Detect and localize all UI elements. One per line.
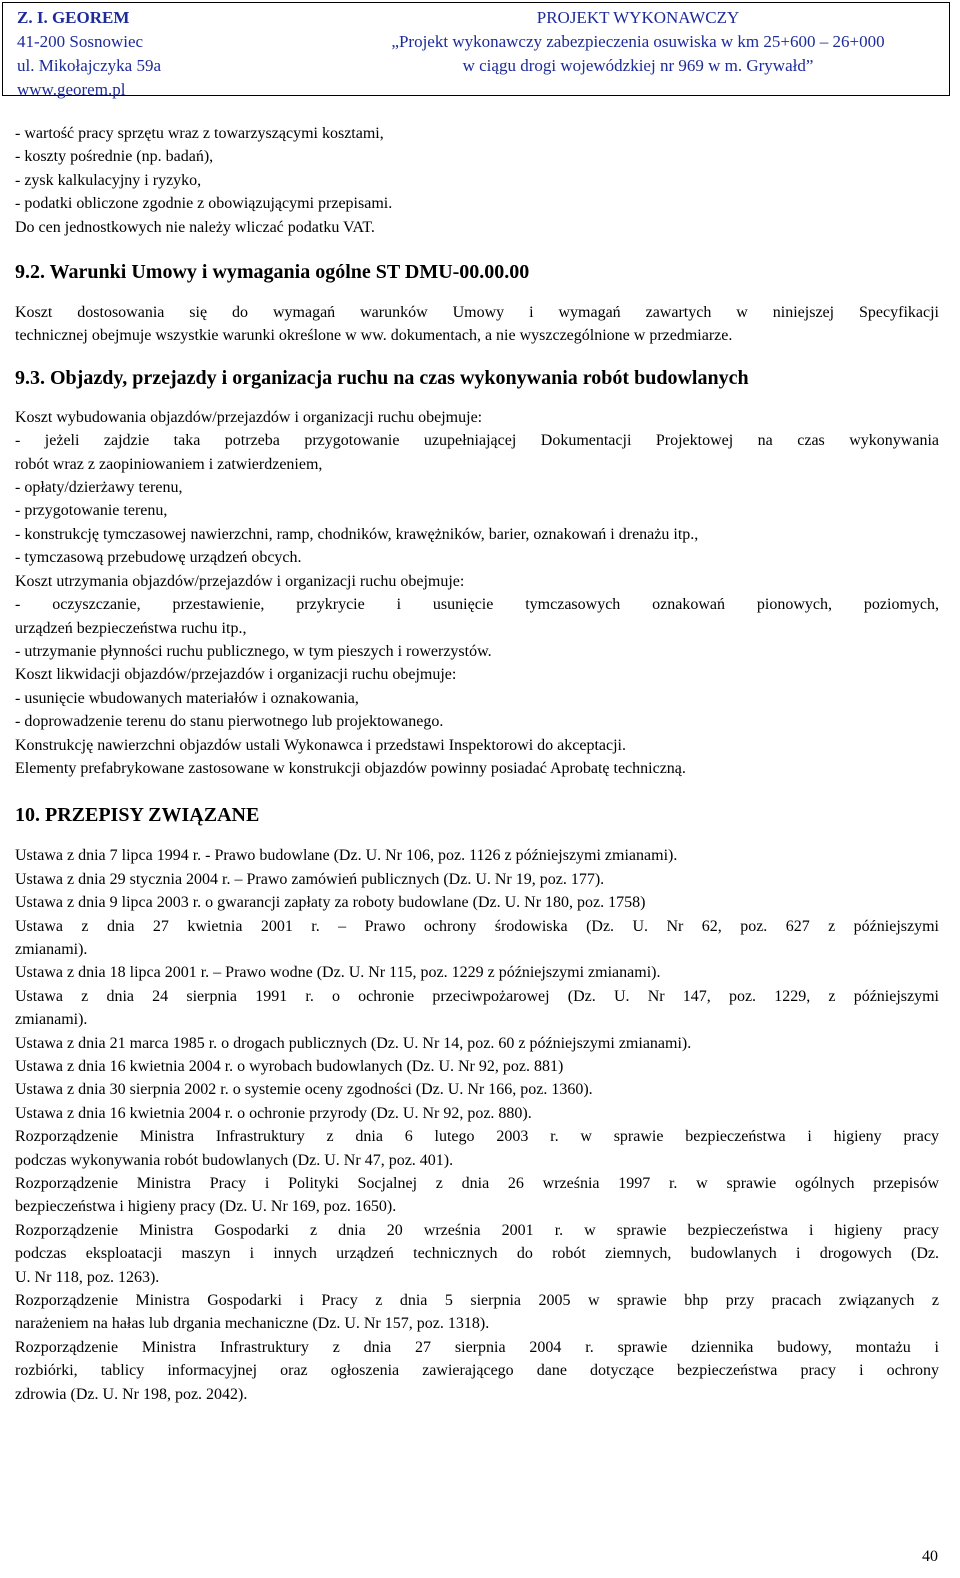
regulation-line: podczas eksploatacji maszyn i innych urządzeń technicznych do robót ziemnych, budowlanych i drogowych (Dz. bbox=[15, 1245, 939, 1263]
paragraph-line: Koszt wybudowania objazdów/przejazdów i organizacji ruchu obejmuje: bbox=[15, 408, 483, 426]
regulations-list bbox=[15, 844, 939, 1406]
paragraph-line: Elementy prefabrykowane zastosowane w konstrukcji objazdów powinny posiadać Aprobatę techniczną. bbox=[15, 759, 686, 777]
regulation-line: Ustawa z dnia 18 lipca 2001 r. – Prawo wodne (Dz. U. Nr 115, poz. 1229 z późniejszymi zmianami). bbox=[15, 964, 661, 982]
paragraph-line: Koszt dostosowania się do wymagań warunków Umowy i wymagań zawartych w niniejszej Specyfikacji bbox=[15, 304, 939, 322]
regulation-line: Rozporządzenie Ministra Infrastruktury z dnia 6 lutego 2003 r. w sprawie bezpieczeństwa i higieny pracy bbox=[15, 1128, 939, 1146]
section-heading-9-2: 9.2. Warunki Umowy i wymagania ogólne ST DMU-00.00.00 bbox=[15, 261, 530, 284]
paragraph-line: robót wraz z zaopiniowaniem i zatwierdzeniem, bbox=[15, 455, 323, 473]
address-line2: ul. Mikołajczyka 59a bbox=[17, 56, 161, 75]
regulation-line: Rozporządzenie Ministra Gospodarki i Pracy z dnia 5 sierpnia 2005 w sprawie bhp przy pracach związanych z bbox=[15, 1292, 939, 1310]
regulation-line: podczas wykonywania robót budowlanych (Dz. U. Nr 47, poz. 401). bbox=[15, 1151, 454, 1169]
project-info bbox=[355, 6, 921, 78]
regulation-line: Ustawa z dnia 9 lipca 2003 r. o gwarancji zapłaty za roboty budowlane (Dz. U. Nr 180, poz. 1758) bbox=[15, 894, 646, 912]
regulation-line: Ustawa z dnia 30 sierpnia 2002 r. o systemie oceny zgodności (Dz. U. Nr 166, poz. 1360). bbox=[15, 1081, 593, 1099]
regulation-line: Ustawa z dnia 24 sierpnia 1991 r. o ochronie przeciwpożarowej (Dz. U. Nr 147, poz. 1229, z późniejszymi bbox=[15, 987, 939, 1005]
regulation-line: Ustawa z dnia 7 lipca 1994 r. - Prawo budowlane (Dz. U. Nr 106, poz. 1126 z późniejszymi zmianami). bbox=[15, 847, 678, 865]
list-item: - koszty pośrednie (np. badań), bbox=[15, 148, 214, 166]
regulation-line: narażeniem na hałas lub drgania mechaniczne (Dz. U. Nr 157, poz. 1318). bbox=[15, 1315, 490, 1333]
paragraph-line: - usunięcie wbudowanych materiałów i oznakowania, bbox=[15, 689, 359, 707]
list-item: - zysk kalkulacyjny i ryzyko, bbox=[15, 171, 202, 189]
regulation-line: Ustawa z dnia 16 kwietnia 2004 r. o wyrobach budowlanych (Dz. U. Nr 92, poz. 881) bbox=[15, 1058, 564, 1075]
page-header bbox=[2, 2, 950, 99]
paragraph-line: - tymczasową przebudowę urządzeń obcych. bbox=[15, 549, 302, 567]
list-item: - wartość pracy sprzętu wraz z towarzyszącymi kosztami, bbox=[15, 125, 384, 142]
section-heading-10: 10. PRZEPISY ZWIĄZANE bbox=[15, 804, 260, 827]
project-title-line2: w ciągu drogi wojewódzkiej nr 969 w m. Grywałd” bbox=[462, 56, 814, 75]
list-item: - podatki obliczone zgodnie z obowiązującymi przepisami. bbox=[15, 195, 393, 213]
regulation-line: Ustawa z dnia 16 kwietnia 2004 r. o ochronie przyrody (Dz. U. Nr 92, poz. 880). bbox=[15, 1104, 532, 1122]
project-title-line1: „Projekt wykonawczy zabezpieczenia osuwiska w km 25+600 – 26+000 bbox=[391, 32, 885, 51]
document-type: PROJEKT WYKONAWCZY bbox=[536, 8, 740, 27]
paragraph-line: - przygotowanie terenu, bbox=[15, 502, 168, 520]
regulation-line: U. Nr 118, poz. 1263). bbox=[15, 1268, 160, 1286]
paragraph-line: urządzeń bezpieczeństwa ruchu itp., bbox=[15, 619, 247, 637]
regulation-line: Rozporządzenie Ministra Gospodarki z dnia 20 września 2001 r. w sprawie bezpieczeństwa i higieny pracy bbox=[15, 1221, 939, 1239]
paragraph-line: - jeżeli zajdzie taka potrzeba przygotowanie uzupełniającej Dokumentacji Projektowej na czas wykonywania bbox=[15, 432, 939, 450]
vat-note: Do cen jednostkowych nie należy wliczać podatku VAT. bbox=[15, 218, 375, 236]
paragraph-line: - opłaty/dzierżawy terenu, bbox=[15, 479, 183, 497]
regulation-line: zmianami). bbox=[15, 1011, 88, 1029]
page-number: 40 bbox=[922, 1548, 938, 1565]
address-line1: 41-200 Sosnowiec bbox=[17, 32, 144, 51]
paragraph-line: - oczyszczanie, przestawienie, przykrycie i usunięcie tymczasowych oznakowań pionowych, poziomych, bbox=[15, 596, 939, 614]
regulation-line: Ustawa z dnia 21 marca 1985 r. o drogach publicznych (Dz. U. Nr 14, poz. 60 z późniejszymi zmianami). bbox=[15, 1034, 692, 1052]
paragraph-line: - utrzymanie płynności ruchu publicznego, w tym pieszych i rowerzystów. bbox=[15, 642, 492, 660]
regulation-line: Rozporządzenie Ministra Pracy i Polityki Socjalnej z dnia 26 września 1997 r. w sprawie ogólnych przepisów bbox=[15, 1175, 939, 1193]
regulation-line: bezpieczeństwa i higieny pracy (Dz. U. Nr 169, poz. 1650). bbox=[15, 1198, 397, 1216]
paragraph-line: - doprowadzenie terenu do stanu pierwotnego lub projektowanego. bbox=[15, 713, 444, 731]
company-info bbox=[17, 6, 161, 102]
document-body bbox=[15, 122, 939, 1406]
company-name: Z. I. GEOREM bbox=[17, 8, 130, 27]
paragraph-line: Koszt likwidacji objazdów/przejazdów i organizacji ruchu obejmuje: bbox=[15, 666, 457, 684]
regulation-line: Rozporządzenie Ministra Infrastruktury z dnia 27 sierpnia 2004 r. sprawie dziennika budowy, montażu i bbox=[15, 1338, 939, 1356]
paragraph-line: Konstrukcję nawierzchni objazdów ustali Wykonawca i przedstawi Inspektorowi do akceptacji. bbox=[15, 736, 626, 754]
paragraph-line: - konstrukcję tymczasowej nawierzchni, ramp, chodników, krawężników, barier, oznakowań i drenażu itp., bbox=[15, 525, 699, 543]
intro-list bbox=[15, 122, 939, 239]
regulation-line: zmianami). bbox=[15, 940, 88, 958]
section-9-3-text bbox=[15, 406, 939, 781]
website: www.georem.pl bbox=[17, 80, 126, 99]
regulation-line: Ustawa z dnia 27 kwietnia 2001 r. – Prawo ochrony środowiska (Dz. U. Nr 62, poz. 627 z późniejszymi bbox=[15, 917, 939, 935]
section-heading-9-3: 9.3. Objazdy, przejazdy i organizacja ruchu na czas wykonywania robót budowlanych bbox=[15, 366, 749, 389]
paragraph-line: technicznej obejmuje wszystkie warunki określone w ww. dokumentach, a nie wyszczególnione w przedmiarze. bbox=[15, 327, 733, 345]
paragraph-line: Koszt utrzymania objazdów/przejazdów i organizacji ruchu obejmuje: bbox=[15, 572, 465, 590]
section-9-2-text bbox=[15, 301, 939, 348]
regulation-line: rozbiórki, tablicy informacyjnej oraz ogłoszenia zawierającego dane dotyczące bezpieczeństwa pracy i ochrony bbox=[15, 1362, 939, 1380]
regulation-line: zdrowia (Dz. U. Nr 198, poz. 2042). bbox=[15, 1385, 248, 1403]
regulation-line: Ustawa z dnia 29 stycznia 2004 r. – Prawo zamówień publicznych (Dz. U. Nr 19, poz. 177). bbox=[15, 870, 605, 888]
